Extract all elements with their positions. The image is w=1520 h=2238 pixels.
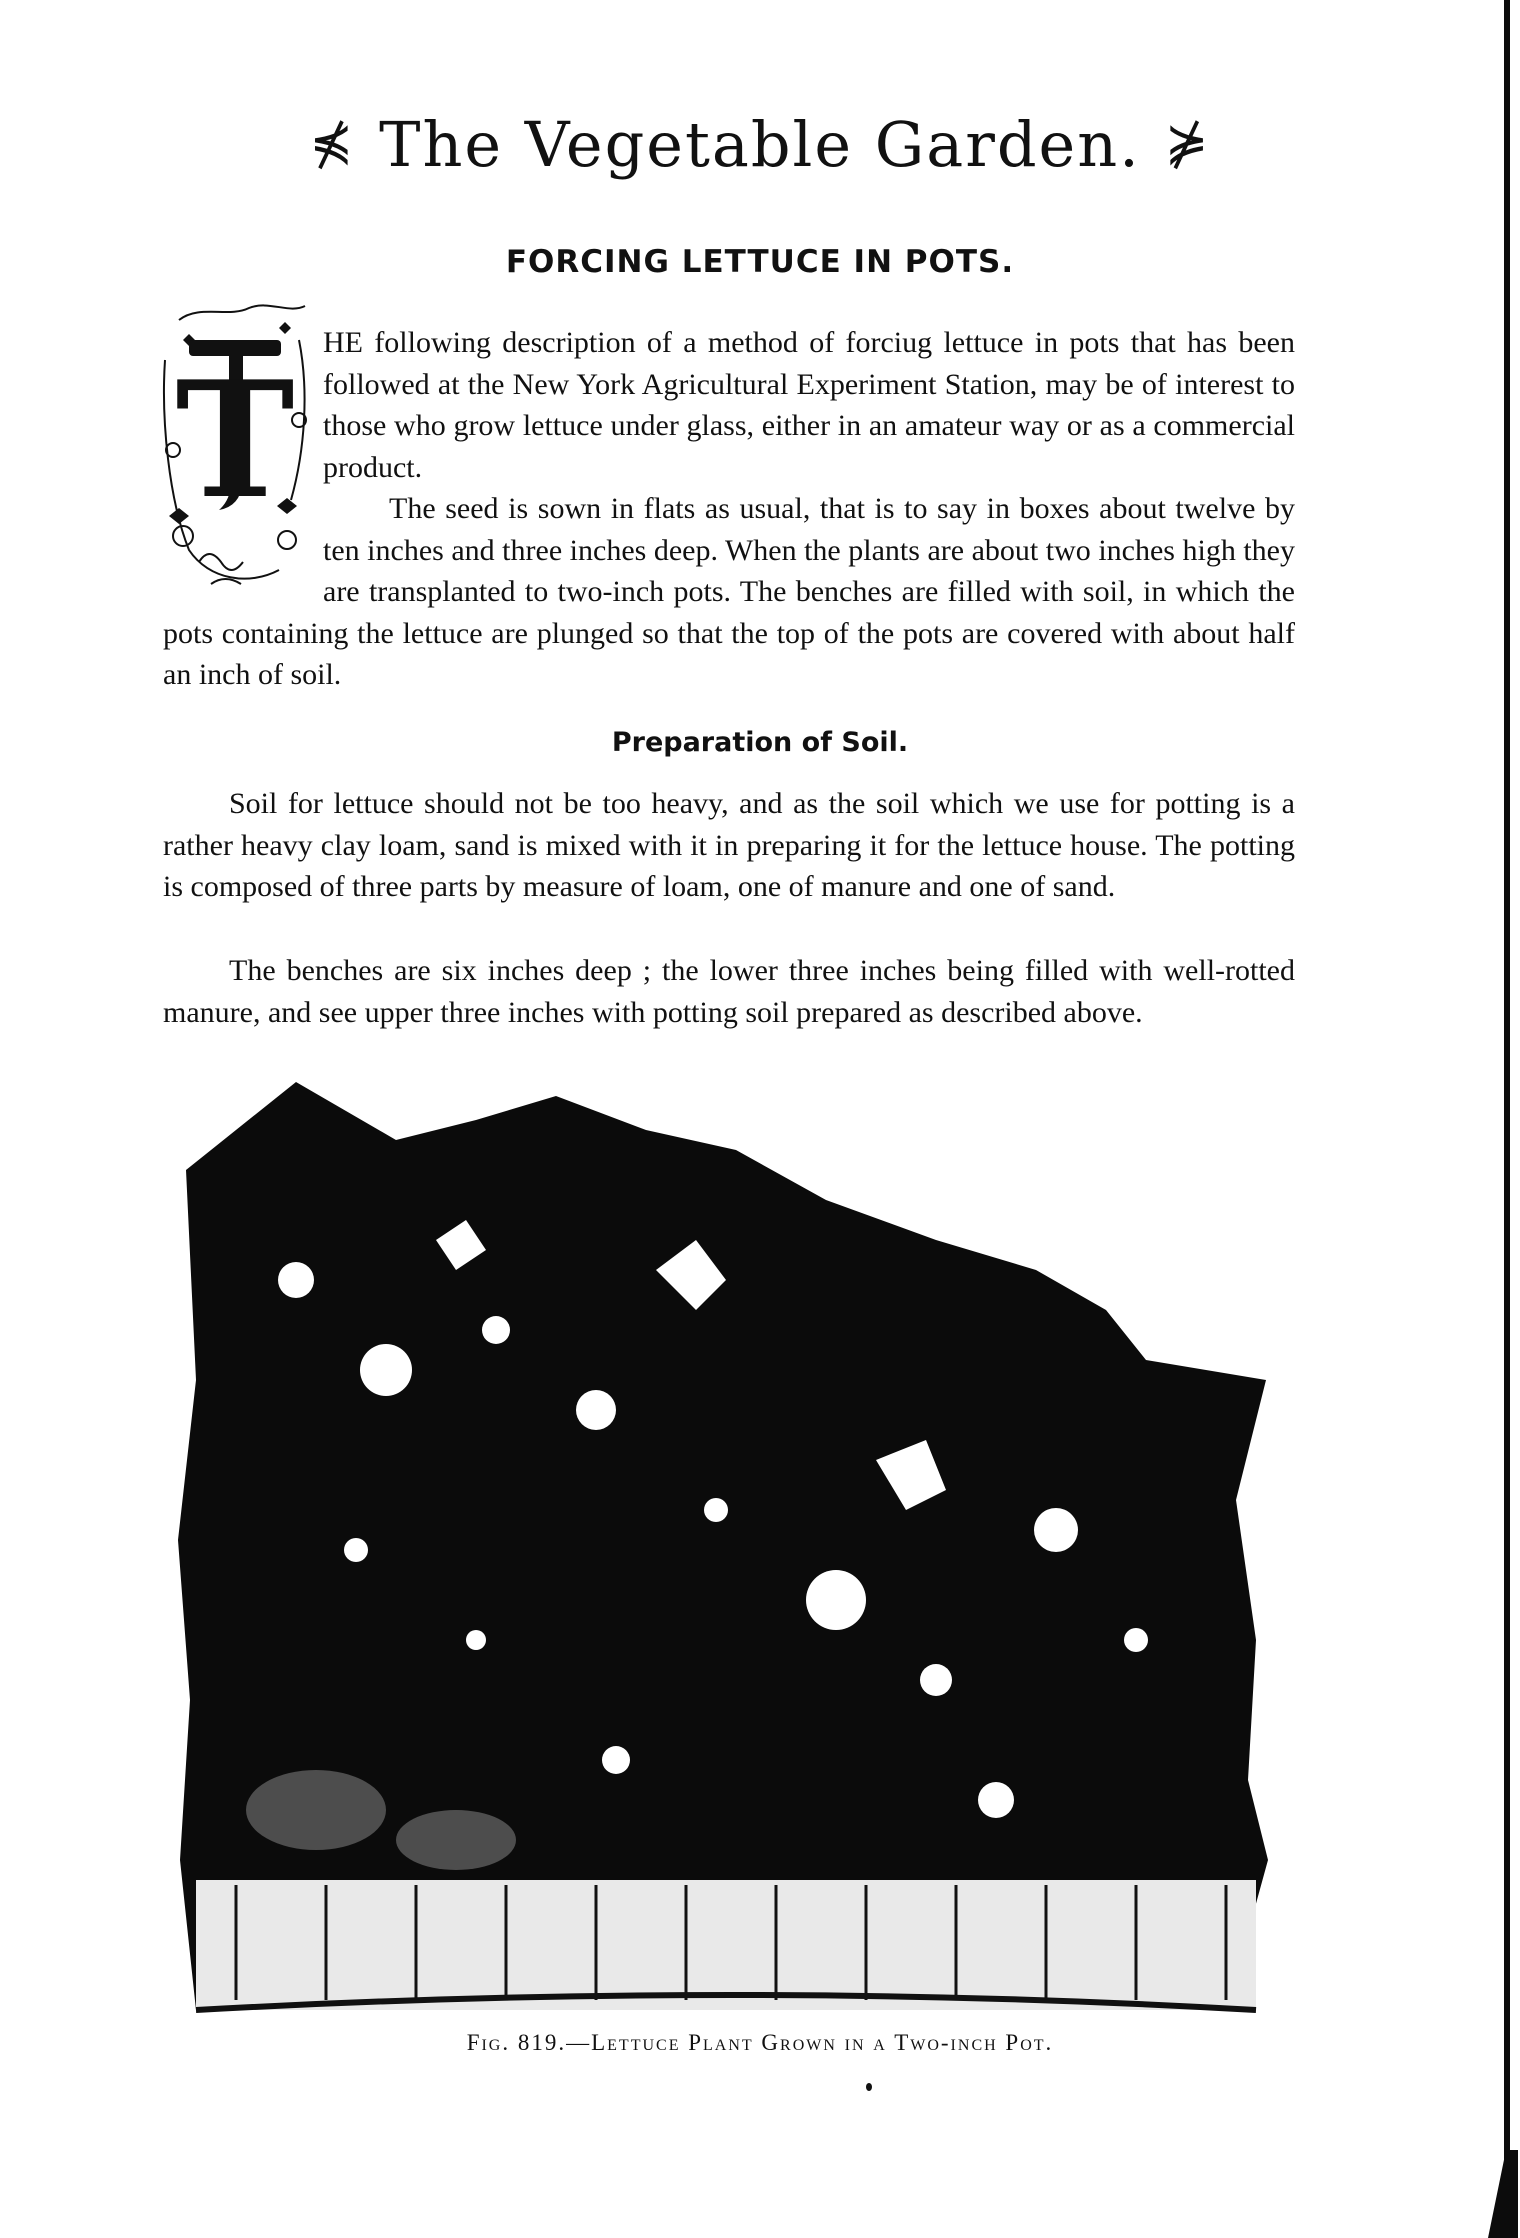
left-ornament-icon: ⋠ [309, 113, 356, 173]
page-edge-shadow-foot [1488, 2150, 1518, 2238]
article-title: FORCING LETTUCE IN POTS. [505, 244, 1015, 280]
figure-caption: Fig. 819.—Lettuce Plant Grown in a Two-inch Pot. [466, 2030, 1054, 2055]
body-paragraph: Soil for lettuce should not be too heavy, and as the soil which we use for potting is a rather heavy clay loam, sand is mixed with it in preparing it for the lettuce house. The potting is composed of three parts by measure of loam, one of manure and one of sand. [163, 787, 1295, 903]
running-header-title: The Vegetable Garden. [379, 108, 1141, 181]
dropcap-letter: T [175, 346, 295, 534]
ornamental-dropcap [159, 300, 311, 590]
intro-paragraph: HE following description of a method of forciug lettuce in pots that has been followed at the New York Agricultural Experiment Station, may be of interest to those who grow lettuce under glass, either in an amateur way or as a commercial product. [323, 326, 1295, 484]
intro-paragraph-2: The seed is sown in flats as usual, that is to say in boxes about twelve by ten inches and three inches deep. When the plants are about two inches high they are transplanted to two-inch pots. The benches are filled with soil, in which the pots containing the lettuce are plunged so that the top of the pots are covered with about half an inch of soil. [163, 492, 1295, 691]
page-edge-shadow [1504, 0, 1510, 2238]
body-paragraph: The benches are six inches deep ; the lower three inches being filled with well-rotted manure, and see upper three inches with potting soil prepared as described above. [163, 954, 1295, 1029]
section-subheading: Preparation of Soil. [611, 727, 909, 758]
running-header [0, 108, 1520, 181]
intro-section [163, 322, 1295, 696]
lettuce-plant-photo [176, 1080, 1280, 2020]
page-mark [866, 2083, 872, 2091]
right-ornament-icon: ⋡ [1164, 113, 1211, 173]
